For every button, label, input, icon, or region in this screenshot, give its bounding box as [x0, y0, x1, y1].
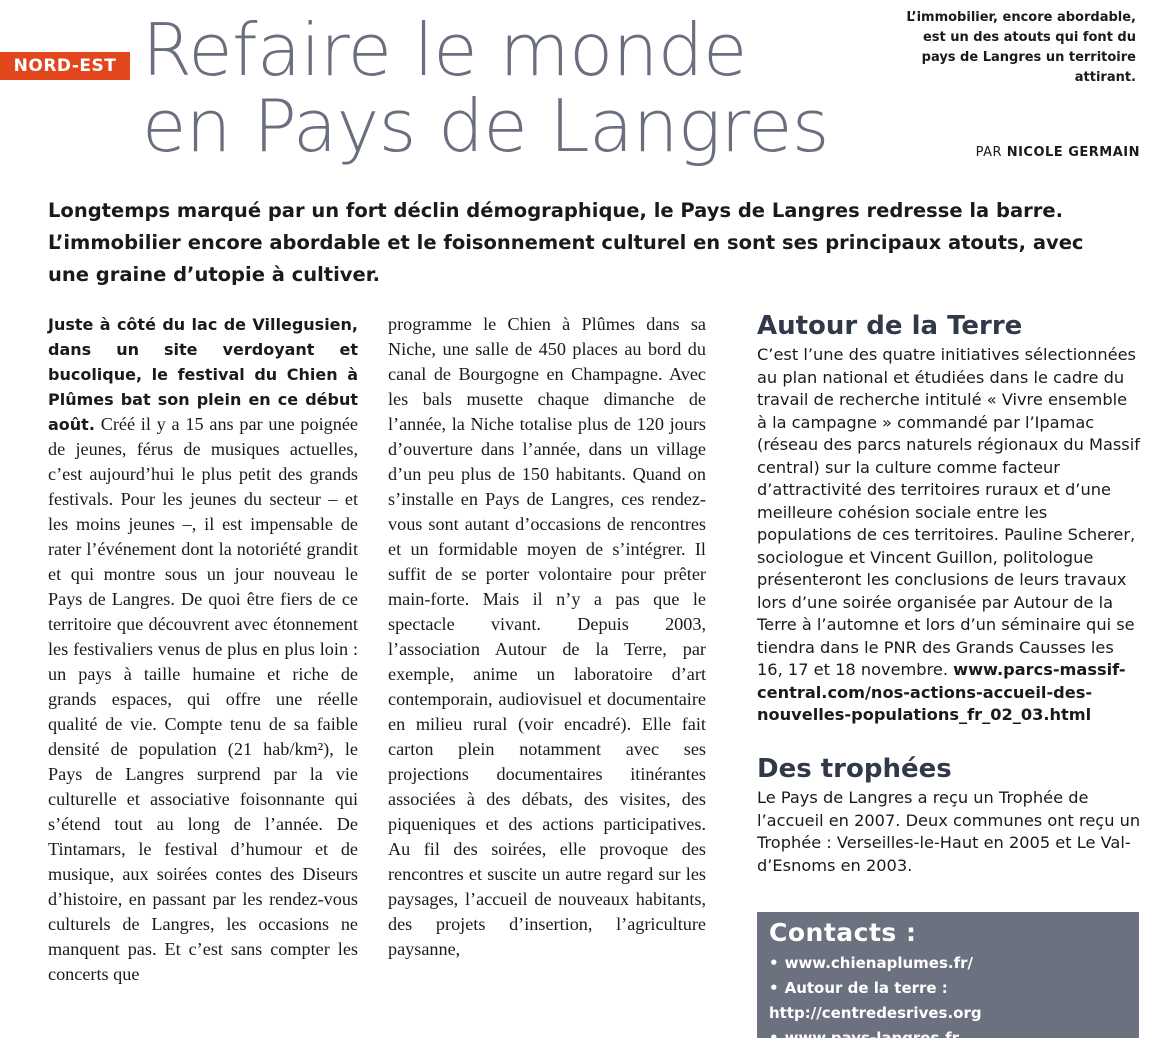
byline-author: NICOLE GERMAIN [1006, 145, 1140, 160]
body-column-2 [388, 312, 706, 962]
contacts-list [757, 951, 1139, 1051]
sidebar-text-trophees: Le Pays de Langres a reçu un Trophée de l’accueil en 2007. Deux communes ont reçu un Trophée : Verseilles-le-Haut en 2005 et Le Val-d’Esnoms en 2003. [757, 788, 1141, 875]
article-title [142, 8, 829, 168]
bullet-icon: • [769, 1029, 779, 1047]
photo-caption: L’immobilier, encore abordable, est un des atouts qui font du pays de Langres un territoire attirant. [906, 10, 1136, 85]
bullet-icon: • [769, 979, 779, 997]
section-tag: NORD-EST [0, 52, 130, 80]
contacts-heading: Contacts : [769, 918, 917, 947]
contact-link[interactable]: www.chienaplumes.fr/ [784, 954, 973, 972]
contact-item[interactable] [769, 951, 1139, 976]
contact-link[interactable]: www.pays-langres.fr [784, 1029, 960, 1047]
byline-prefix: PAR [975, 145, 1003, 160]
sidebar-body-autour: C’est l’une des quatre initiatives sélectionnées au plan national et étudiées dans le cadre du travail de recherche intitulé « Vivre ensemble à la campagne » commandé par l’Ipamac (réseau des parcs naturels régionaux du Massif central) sur la culture comme facteur d’attractivité des territoires ruraux et d’une meilleure cohésion sociale entre les populations de ces territoires. Pauline Scherer, sociologue et Vincent Guillon, politologue présenteront les conclusions de leurs travaux lors d’une soirée organisée par Autour de la Terre à l’automne et lors d’un séminaire qui se tiendra dans le PNR des Grands Causses les 16, 17 et 18 novembre. [757, 345, 1140, 679]
sidebar-link-parcs[interactable]: www.parcs-massif-central.com/nos-actions-accueil-des-nouvelles-populations_fr_02_03.html [757, 660, 1126, 724]
body-text-1: Créé il y a 15 ans par une poignée de jeunes, férus de musiques actuelles, c’est aujourd’hui le plus petit des grands festivals. Pour les jeunes du secteur – et les moins jeunes –, il est impensable de rater l’événement dont la notoriété grandit et qui montre sous un jour nouveau le Pays de Langres. De quoi être fiers de ce territoire que découvrent avec étonnement les festivaliers venus de plus en plus loin : un pays à taille humaine et riche de grands espaces, qui offre une réelle qualité de vie. Compte tenu de sa faible densité de population (21 hab/km²), le Pays de Langres surprend par la vie culturelle et associative foisonnante qui s’étend tout au long de l’année. De Tintamars, le festival d’humour et de musique, aux soirées contes des Diseurs d’histoire, en passant par les rendez-vous culturels de Langres, les occasions ne manquent pas. Et c’est sans compter les concerts que [48, 414, 359, 984]
title-line-2: en Pays de Langres [142, 84, 829, 168]
sidebar-text-autour [757, 344, 1142, 727]
title-line-1: Refaire le monde [142, 8, 747, 92]
contacts-box [757, 912, 1139, 1047]
contact-item[interactable] [769, 1026, 1139, 1051]
bullet-icon: • [769, 954, 779, 972]
contact-item[interactable] [769, 976, 1139, 1026]
sidebar-heading-autour: Autour de la Terre [757, 311, 1023, 341]
body-column-1 [48, 312, 358, 987]
article-intro: Longtemps marqué par un fort déclin démographique, le Pays de Langres redresse la barre. L’immobilier encore abordable et le foisonnement culturel en sont ses principaux atouts, avec une graine d’utopie à cultiver. [48, 199, 1084, 286]
sidebar-trophees [757, 753, 1142, 877]
byline [976, 145, 1140, 160]
body-text-2: programme le Chien à Plûmes dans sa Niche, une salle de 450 places au bord du canal de Bourgogne en Champagne. Avec les bals musette chaque dimanche de l’année, la Niche totalise plus de 120 jours d’ouverture dans l’année, dans un village d’un peu plus de 150 habitants. Quand on s’installe en Pays de Langres, ces rendez-vous sont autant d’occasions de rencontres et un formidable moyen de s’intégrer. Il suffit de se porter volontaire pour prêter main-forte. Mais il n’y a pas que le spectacle vivant. Depuis 2003, l’association Autour de la Terre, par exemple, anime un laboratoire d’art contemporain, audiovisuel et documentaire en milieu rural (voir encadré). Elle fait carton plein notamment avec ses projections documentaires itinérantes associées à des débats, des visites, des piqueniques et des actions participatives. Au fil des soirées, elle provoque des rencontres et suscite un autre regard sur les paysages, l’accueil de nouveaux habitants, des projets d’insertion, l’agriculture paysanne, [388, 314, 706, 959]
contact-link[interactable]: Autour de la terre : http://centredesrives.org [769, 979, 982, 1022]
sidebar-heading-trophees: Des trophées [757, 754, 952, 784]
lead-paragraph: Juste à côté du lac de Villegusien, dans un site verdoyant et bucolique, le festival du Chien à Plûmes bat son plein en ce début août. [48, 315, 358, 434]
sidebar-autour-de-la-terre [757, 310, 1142, 727]
